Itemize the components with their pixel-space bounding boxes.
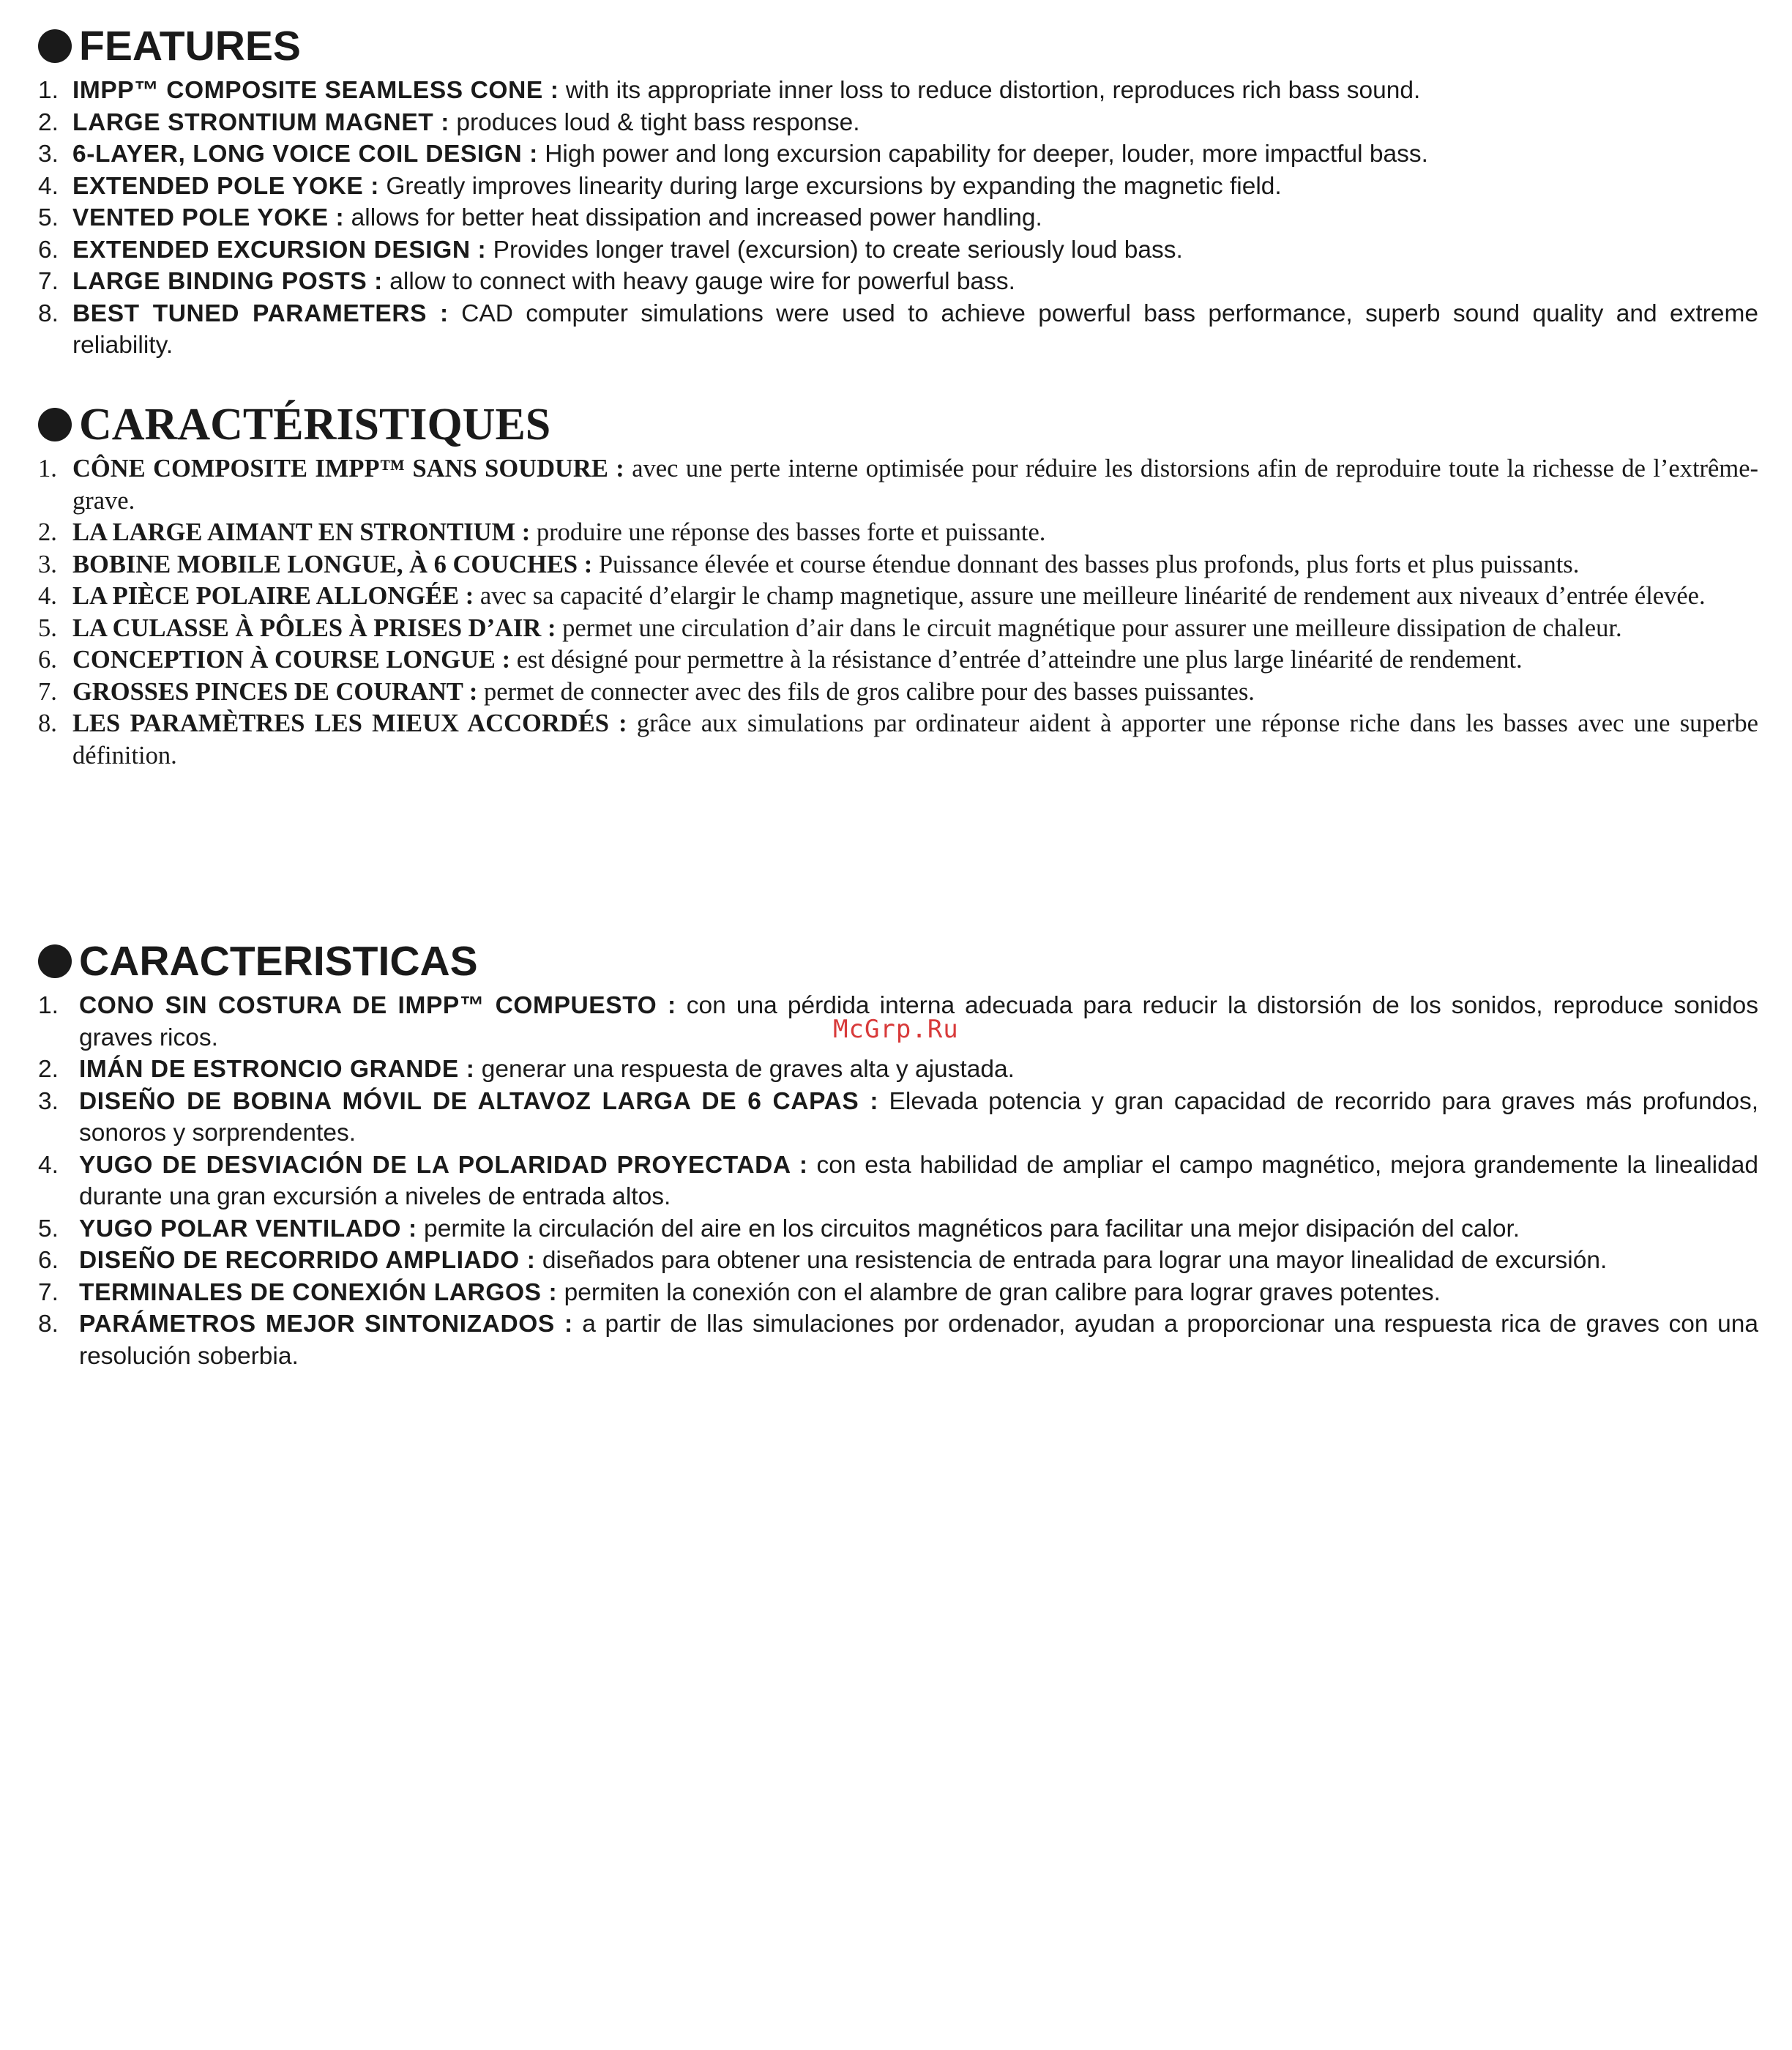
item-title: PARÁMETROS MEJOR SINTONIZADOS : [79, 1311, 573, 1338]
item-number: 1. [38, 77, 59, 104]
features-section [38, 20, 1758, 362]
list-item [38, 138, 1758, 171]
list-item [38, 708, 1758, 772]
list-item [38, 1149, 1758, 1213]
item-number: 3. [38, 550, 57, 578]
item-text: allow to connect with heavy gauge wire for powerful bass. [382, 268, 1015, 295]
item-title: CONO SIN COSTURA DE IMPP™ COMPUESTO : [79, 992, 676, 1019]
watermark-text: McGrp.Ru [833, 1015, 959, 1044]
item-number: 7. [38, 677, 57, 706]
bullet-dot-icon [38, 29, 72, 63]
item-text: Greatly improves linearity during large excursions by expanding the magnetic field. [379, 172, 1282, 200]
item-number: 6. [38, 1247, 59, 1274]
item-title: LES PARAMÈTRES LES MIEUX ACCORDÉS : [72, 709, 627, 737]
features-heading-text: FEATURES [79, 23, 301, 70]
caracteristiques-heading [38, 399, 1758, 450]
item-title: CÔNE COMPOSITE IMPP™ SANS SOUDURE : [72, 455, 624, 482]
item-number: 5. [38, 1215, 59, 1242]
item-text: generar una respuesta de graves alta y ajustada. [474, 1056, 1015, 1083]
item-number: 8. [38, 709, 57, 737]
caracteristiques-heading-text: CARACTÉRISTIQUES [79, 399, 551, 450]
list-item [38, 613, 1758, 645]
item-title: LA PIÈCE POLAIRE ALLONGÉE : [72, 582, 474, 610]
list-item [38, 676, 1758, 709]
item-text: Provides longer travel (excursion) to create seriously loud bass. [486, 236, 1183, 264]
item-text: permet de connecter avec des fils de gros calibre pour des basses puissantes. [477, 677, 1255, 706]
item-number: 5. [38, 614, 57, 642]
item-title: TERMINALES DE CONEXIÓN LARGOS : [79, 1278, 558, 1306]
bullet-dot-icon [38, 408, 72, 441]
item-text: diseñados para obtener una resistencia de entrada para lograr una mayor linealidad de excursión. [535, 1247, 1608, 1274]
bullet-dot-icon [38, 944, 72, 978]
list-item [38, 107, 1758, 139]
item-title: BEST TUNED PARAMETERS : [72, 299, 449, 327]
item-number: 3. [38, 141, 59, 168]
item-number: 8. [38, 1311, 59, 1338]
list-item [38, 171, 1758, 203]
features-heading [38, 20, 1758, 72]
item-title: VENTED POLE YOKE : [72, 204, 345, 231]
item-text: Puissance élevée et course étendue donnant des basses plus profonds, plus forts et plus puissants. [592, 550, 1580, 578]
list-item [38, 1277, 1758, 1309]
list-item [38, 549, 1758, 581]
item-number: 6. [38, 646, 57, 674]
item-number: 1. [38, 455, 57, 482]
list-item [38, 234, 1758, 266]
item-text: CAD computer simulations were used to achieve powerful bass performance, superb sound quality and extreme reliability. [72, 299, 1758, 359]
list-item [38, 581, 1758, 613]
list-item [38, 298, 1758, 362]
item-text: Elevada potencia y gran capacidad de recorrido para graves más profundos, sonoros y sorprendentes. [79, 1087, 1759, 1147]
list-item [38, 75, 1758, 107]
item-title: BOBINE MOBILE LONGUE, À 6 COUCHES : [72, 550, 593, 578]
item-number: 5. [38, 204, 59, 231]
item-number: 4. [38, 1151, 59, 1179]
item-title: IMPP™ COMPOSITE SEAMLESS CONE : [72, 77, 559, 104]
list-item [38, 517, 1758, 549]
item-text: permite la circulación del aire en los circuitos magnéticos para facilitar una mejor disipación del calor. [417, 1215, 1520, 1242]
item-number: 6. [38, 236, 59, 264]
item-text: est désigné pour permettre à la résistance d’entrée d’atteindre une plus large linéarité de rendement. [510, 646, 1523, 674]
item-text: permiten la conexión con el alambre de gran calibre para lograr graves potentes. [557, 1278, 1441, 1306]
list-item [38, 644, 1758, 676]
item-text: with its appropriate inner loss to reduce distortion, reproduces rich bass sound. [559, 77, 1421, 104]
item-number: 7. [38, 268, 59, 295]
item-text: allows for better heat dissipation and increased power handling. [344, 204, 1042, 231]
item-text: avec sa capacité d’elargir le champ magnetique, assure une meilleure linéarité de rendement aux niveaux d’entrée élevée. [474, 582, 1706, 610]
item-number: 2. [38, 108, 59, 136]
item-title: LARGE BINDING POSTS : [72, 268, 383, 295]
item-title: YUGO DE DESVIACIÓN DE LA POLARIDAD PROYECTADA : [79, 1151, 808, 1179]
item-title: DISEÑO DE BOBINA MÓVIL DE ALTAVOZ LARGA DE 6 CAPAS : [79, 1087, 879, 1115]
item-title: EXTENDED POLE YOKE : [72, 172, 380, 200]
item-number: 2. [38, 1056, 59, 1083]
item-number: 7. [38, 1278, 59, 1306]
item-number: 8. [38, 299, 59, 327]
item-title: CONCEPTION À COURSE LONGUE : [72, 646, 511, 674]
item-title: LA LARGE AIMANT EN STRONTIUM : [72, 518, 531, 546]
item-title: YUGO POLAR VENTILADO : [79, 1215, 417, 1242]
item-title: 6-LAYER, LONG VOICE COIL DESIGN : [72, 141, 538, 168]
item-title: GROSSES PINCES DE COURANT : [72, 677, 478, 706]
list-item [38, 1054, 1758, 1086]
list-item [38, 1086, 1758, 1149]
list-item [38, 453, 1758, 517]
list-item [38, 1308, 1758, 1372]
item-title: EXTENDED EXCURSION DESIGN : [72, 236, 487, 264]
item-text: produces loud & tight bass response. [449, 108, 860, 136]
item-number: 4. [38, 172, 59, 200]
item-text: con esta habilidad de ampliar el campo magnético, mejora grandemente la linealidad durante una gran excursión a niveles de entrada altos. [79, 1151, 1758, 1210]
item-text: produire une réponse des basses forte et puissante. [530, 518, 1046, 546]
item-number: 3. [38, 1087, 59, 1115]
item-title: DISEÑO DE RECORRIDO AMPLIADO : [79, 1247, 536, 1274]
list-item [38, 202, 1758, 234]
item-text: grâce aux simulations par ordinateur aident à apporter une réponse riche dans les basses avec une superbe définition. [72, 709, 1758, 769]
item-title: LARGE STRONTIUM MAGNET : [72, 108, 450, 136]
list-item [38, 1213, 1758, 1245]
item-text: a partir de llas simulaciones por ordenador, ayudan a proporcionar una respuesta rica de graves con una resolución soberbia. [79, 1311, 1759, 1370]
item-title: LA CULASSE À PÔLES À PRISES D’AIR : [72, 614, 556, 642]
item-text: High power and long excursion capability for deeper, louder, more impactful bass. [537, 141, 1428, 168]
caracteristicas-section [38, 936, 1758, 1372]
caracteristicas-heading [38, 936, 1758, 987]
item-number: 2. [38, 518, 57, 546]
item-number: 4. [38, 582, 57, 610]
list-item [38, 1245, 1758, 1277]
caracteristicas-list [38, 990, 1758, 1372]
item-number: 1. [38, 992, 59, 1019]
caracteristiques-list [38, 453, 1758, 772]
features-list [38, 75, 1758, 362]
item-text: avec une perte interne optimisée pour réduire les distorsions afin de reproduire toute la richesse de l’extrême-grave. [72, 455, 1758, 515]
item-title: IMÁN DE ESTRONCIO GRANDE : [79, 1056, 475, 1083]
caracteristicas-heading-text: CARACTERISTICAS [79, 938, 478, 985]
caracteristiques-section [38, 399, 1758, 772]
item-text: permet une circulation d’air dans le circuit magnétique pour assurer une meilleure dissipation de chaleur. [556, 614, 1622, 642]
list-item [38, 266, 1758, 298]
item-text: con una pérdida interna adecuada para reducir la distorsión de los sonidos, reproduce sonidos graves ricos. [79, 992, 1758, 1051]
